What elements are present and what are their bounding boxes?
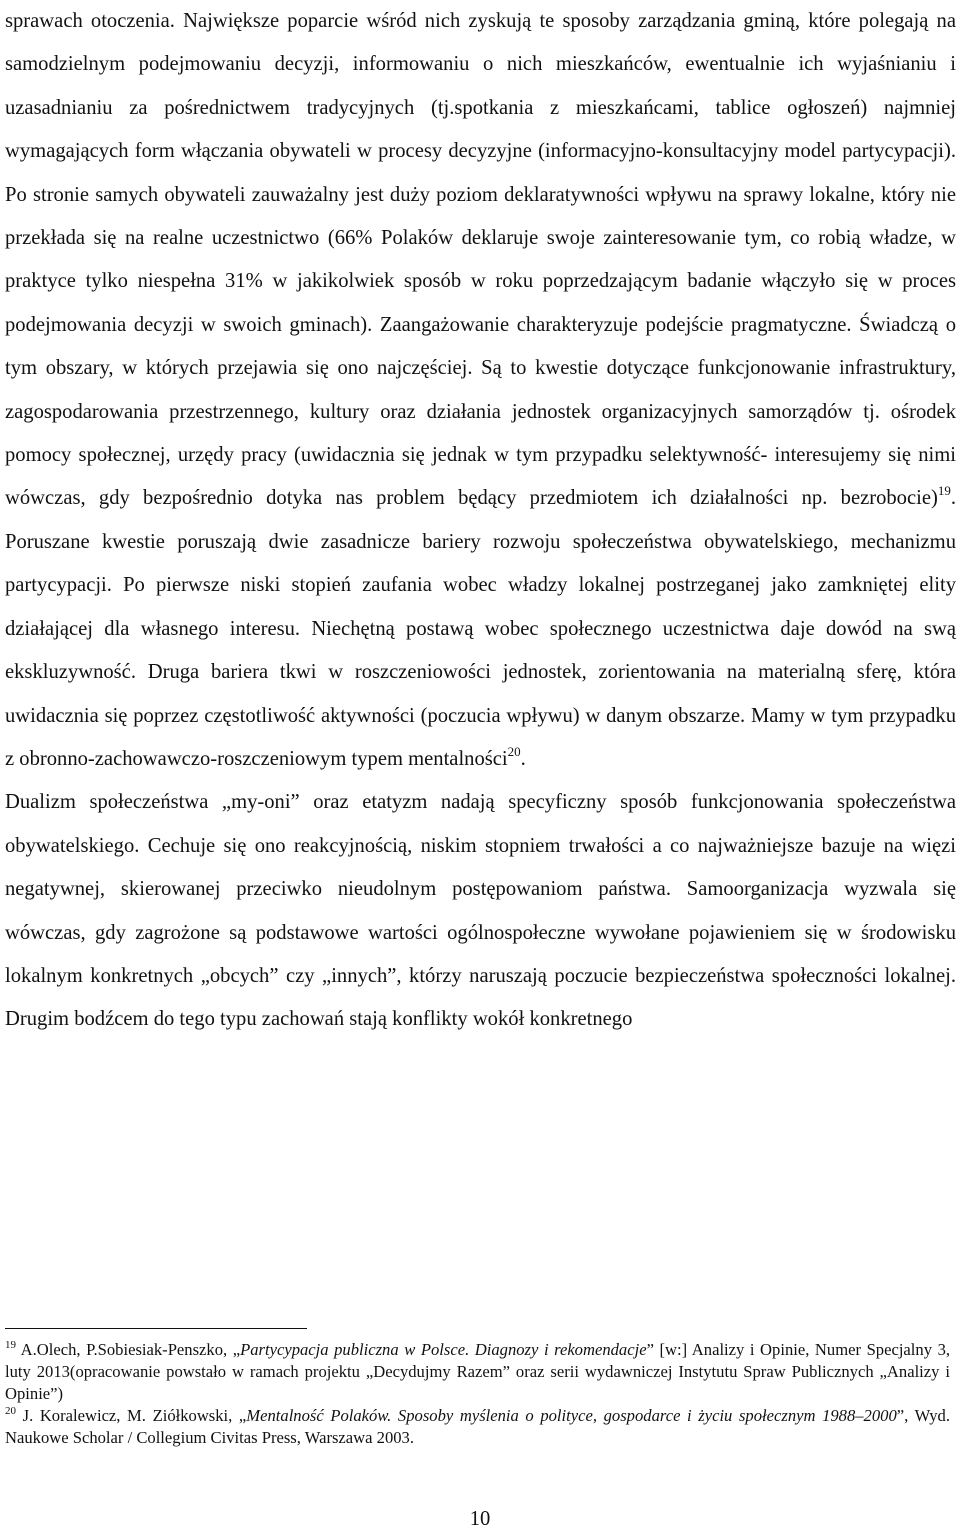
- body-text: [5, 0, 956, 1042]
- footnote-authors: J. Koralewicz, M. Ziółkowski, „: [16, 1405, 247, 1425]
- paragraph-1-text: sprawach otoczenia. Największe poparcie wśród nich zyskują te sposoby zarządzania gminą, które polegają na samodzielnym podejmowaniu decyzji, informowaniu o nich mieszkańców, ewentualnie ich wyjaśnianiu i uzasadnianiu za pośrednictwem tradycyjnych (tj.spotkania z mieszkańcami, tablice ogłoszeń) najmniej wymagających form włączania obywateli w procesy decyzyjne (informacyjno-konsultacyjny model partycypacji). Po stronie samych obywateli zauważalny jest duży poziom deklaratywności wpływu na sprawy lokalne, który nie przekłada się na realne uczestnictwo (66% Polaków deklaruje swoje zainteresowanie tym, co robią władze, w praktyce tylko niespełna 31% w jakikolwiek sposób w roku poprzedzającym badanie włączyło się w proces podejmowania decyzji w swoich gminach). Zaangażowanie charakteryzuje podejście pragmatyczne. Świadczą o tym obszary, w których przejawia się ono najczęściej. Są to kwestie dotyczące funkcjonowanie infrastruktury, zagospodarowania przestrzennego, kultury oraz działania jednostek organizacyjnych samorządów tj. ośrodek pomocy społecznej, urzędy pracy (uwidacznia się jednak w tym przypadku selektywność- interesujemy się nimi wówczas, gdy bezpośrednio dotyka nas problem będący przedmiotem ich działalności np. bezrobocie): [5, 10, 956, 510]
- footnote-title: Mentalność Polaków. Sposoby myślenia o polityce, gospodarce i życiu społecznym 1988–2000: [246, 1405, 897, 1425]
- footnotes: [5, 1339, 950, 1449]
- footnote-ref-20[interactable]: 20: [507, 743, 521, 759]
- footnote-number: 20: [5, 1404, 16, 1417]
- paragraph-1: [5, 0, 956, 781]
- footnote-rest: ” [w:] Analizy i Opinie, Numer Specjalny 3, luty 2013(opracowanie powstało w ramach projektu „Decydujmy Razem” oraz serii wydawniczej Instytutu Spraw Publicznych „Analizy i Opinie”): [5, 1340, 951, 1403]
- footnote-19: [5, 1339, 950, 1405]
- paragraph-1-text-cont: . Poruszane kwestie poruszają dwie zasadnicze bariery rozwoju społeczeństwa obywatelskiego, mechanizmu partycypacji. Po pierwsze niski stopień zaufania wobec władzy lokalnej postrzeganej jako zamkniętej elity działającej dla własnego interesu. Niechętną postawą wobec społecznego uczestnictwa daje dowód na swą ekskluzywność. Druga bariera tkwi w roszczeniowości jednostek, zorientowania na materialną sferę, która uwidacznia się poprzez częstotliwość aktywności (poczucia wpływu) w danym obszarze. Mamy w tym przypadku z obronno-zachowawczo-roszczeniowym typem mentalności: [5, 487, 956, 770]
- paragraph-1-end: .: [520, 747, 526, 770]
- footnote-ref-19[interactable]: 19: [937, 483, 951, 499]
- footnote-separator: [5, 1328, 307, 1329]
- footnote-title: Partycypacja publiczna w Polsce. Diagnozy i rekomendacje: [240, 1340, 647, 1359]
- footnote-authors: A.Olech, P.Sobiesiak-Penszko, „: [16, 1340, 241, 1359]
- footnote-20: [5, 1405, 950, 1449]
- page-number: 10: [469, 1508, 491, 1530]
- paragraph-2: Dualizm społeczeństwa „my-oni” oraz etatyzm nadają specyficzny sposób funkcjonowania społeczeństwa obywatelskiego. Cechuje się ono reakcyjnością, niskim stopniem trwałości a co najważniejsze bazuje na więzi negatywnej, skierowanej przeciwko nieudolnym postępowaniom państwa. Samoorganizacja wyzwala się wówczas, gdy zagrożone są podstawowe wartości ogólnospołeczne wywołane pojawieniem się w środowisku lokalnym konkretnych „obcych” czy „innych”, którzy naruszają poczucie bezpieczeństwa społeczności lokalnej. Drugim bodźcem do tego typu zachowań stają konflikty wokół konkretnego: [5, 791, 956, 1031]
- footnote-number: 19: [5, 1339, 16, 1351]
- footnote-rest: ”, Wyd. Naukowe Scholar / Collegium Civitas Press, Warszawa 2003.: [5, 1405, 950, 1447]
